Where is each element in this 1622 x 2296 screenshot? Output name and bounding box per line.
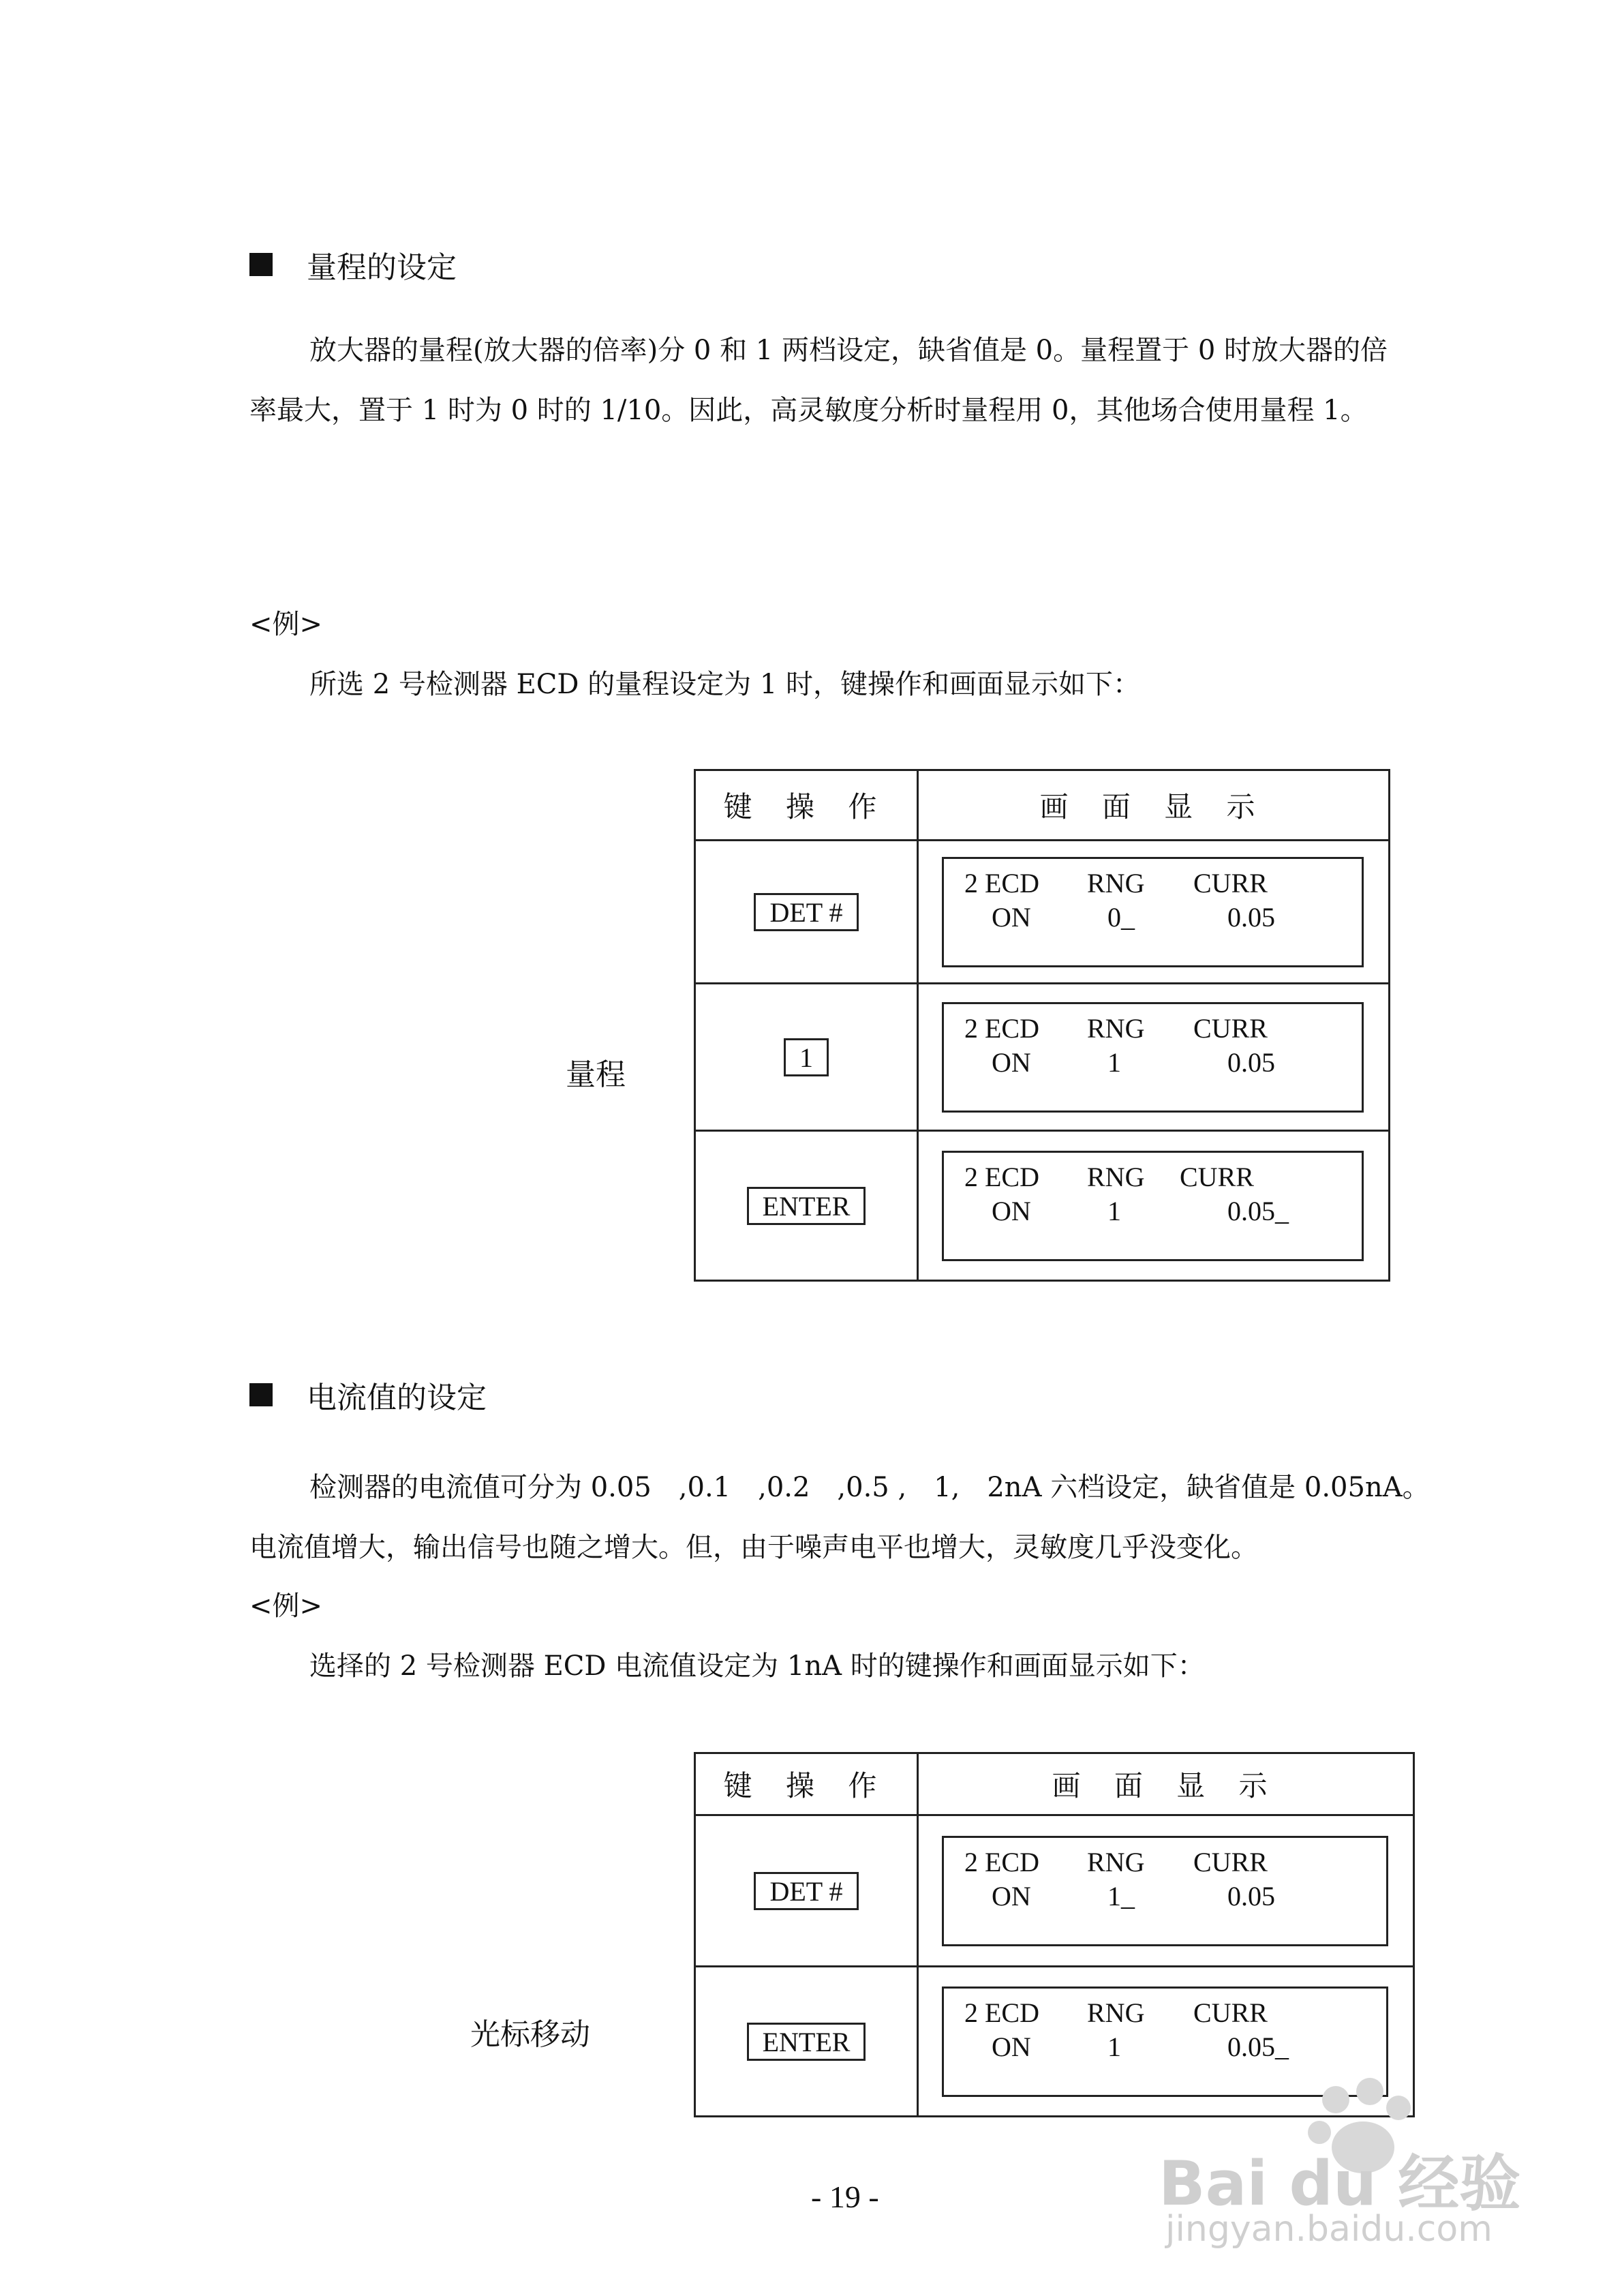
example-label: <例> [249,609,323,640]
screen-status: ON [992,901,1031,933]
side-label-range: 量程 [566,1057,626,1092]
lcd-screen [942,1836,1388,1946]
screen-detector: 2 ECD [964,1161,1039,1192]
screen-curr-value: 0.05 [1227,1046,1275,1078]
screen-rng-value: 1 [1107,2031,1121,2062]
screen-curr-value: 0.05_ [1227,2031,1289,2062]
screen-curr-label: CURR [1180,1161,1254,1192]
header-key-operation: 键 操 作 [695,770,918,841]
paragraph-line: 率最大，置于 1 时为 0 时的 1/10。因此，高灵敏度分析时量程用 0，其他场合使用量程 1。 [249,395,1368,426]
lcd-screen [942,1151,1364,1261]
screen-rng-label: RNG [1087,1161,1145,1192]
screen-detector: 2 ECD [964,1846,1039,1877]
square-bullet-icon [249,253,273,276]
screen-rng-label: RNG [1087,1012,1145,1044]
side-label-cursor: 光标移动 [470,2017,590,2052]
page-number: - 19 - [811,2179,879,2214]
screen-status: ON [992,1880,1031,1912]
paragraph-line: 放大器的量程(放大器的倍率)分 0 和 1 两档设定，缺省值是 0。量程置于 0 时放大器的倍 [309,335,1388,366]
screen-rng-value: 0_ [1107,901,1135,933]
example-text: 选择的 2 号检测器 ECD 电流值设定为 1nA 时的键操作和画面显示如下： [309,1650,1205,1682]
screen-curr-label: CURR [1193,1846,1268,1877]
header-key-operation: 键 操 作 [695,1753,918,1815]
screen-detector: 2 ECD [964,867,1039,898]
square-bullet-icon [249,1383,273,1406]
screen-curr-value: 0.05 [1227,1880,1275,1912]
det-key-button[interactable]: DET # [754,893,858,931]
enter-key-button[interactable]: ENTER [747,1187,866,1225]
key-operation-table-range [694,769,1390,1282]
screen-status: ON [992,2031,1031,2062]
lcd-screen [942,857,1364,967]
det-key-button[interactable]: DET # [754,1872,858,1910]
section-title: 量程的设定 [307,250,457,285]
screen-rng-value: 1_ [1107,1880,1135,1912]
screen-status: ON [992,1046,1031,1078]
screen-curr-label: CURR [1193,1012,1268,1044]
screen-rng-value: 1 [1107,1046,1121,1078]
screen-curr-value: 0.05 [1227,901,1275,933]
screen-detector: 2 ECD [964,1012,1039,1044]
enter-key-button[interactable]: ENTER [747,2023,866,2061]
table-row [695,984,1390,1131]
screen-curr-label: CURR [1193,867,1268,898]
table-row [695,841,1390,984]
paragraph-line: 电流值增大，输出信号也随之增大。但，由于噪声电平也增大，灵敏度几乎没变化。 [249,1532,1258,1563]
example-text: 所选 2 号检测器 ECD 的量程设定为 1 时，键操作和画面显示如下： [309,669,1141,700]
section-title: 电流值的设定 [307,1380,487,1415]
screen-status: ON [992,1195,1031,1226]
key-operation-table-current [694,1752,1415,2117]
watermark-brand: Bai du 经验 [1159,2148,1521,2220]
header-screen-display: 画 面 显 示 [918,1753,1414,1815]
digit-1-key-button[interactable]: 1 [784,1038,829,1076]
table-row [695,1815,1414,1967]
screen-curr-label: CURR [1193,1997,1268,2028]
paragraph-range [249,320,1476,440]
lcd-screen [942,1002,1364,1113]
screen-rng-value: 1 [1107,1195,1121,1226]
screen-rng-label: RNG [1087,1997,1145,2028]
screen-curr-value: 0.05_ [1227,1195,1289,1226]
section-heading-range [249,243,457,286]
table-row [695,1131,1390,1281]
example-label: <例> [249,1590,323,1622]
watermark-url: jingyan.baidu.com [1165,2209,1493,2250]
header-screen-display: 画 面 显 示 [918,770,1390,841]
screen-detector: 2 ECD [964,1997,1039,2028]
screen-rng-label: RNG [1087,1846,1145,1877]
screen-rng-label: RNG [1087,867,1145,898]
paragraph-line: 检测器的电流值可分为 0.05 ,0.1 ,0.2 ,0.5 , 1, 2nA 六档设定，缺省值是 0.05nA。 [309,1472,1430,1503]
section-heading-current [249,1373,487,1417]
baidu-watermark [1159,2072,1595,2256]
paragraph-current [249,1457,1517,1577]
